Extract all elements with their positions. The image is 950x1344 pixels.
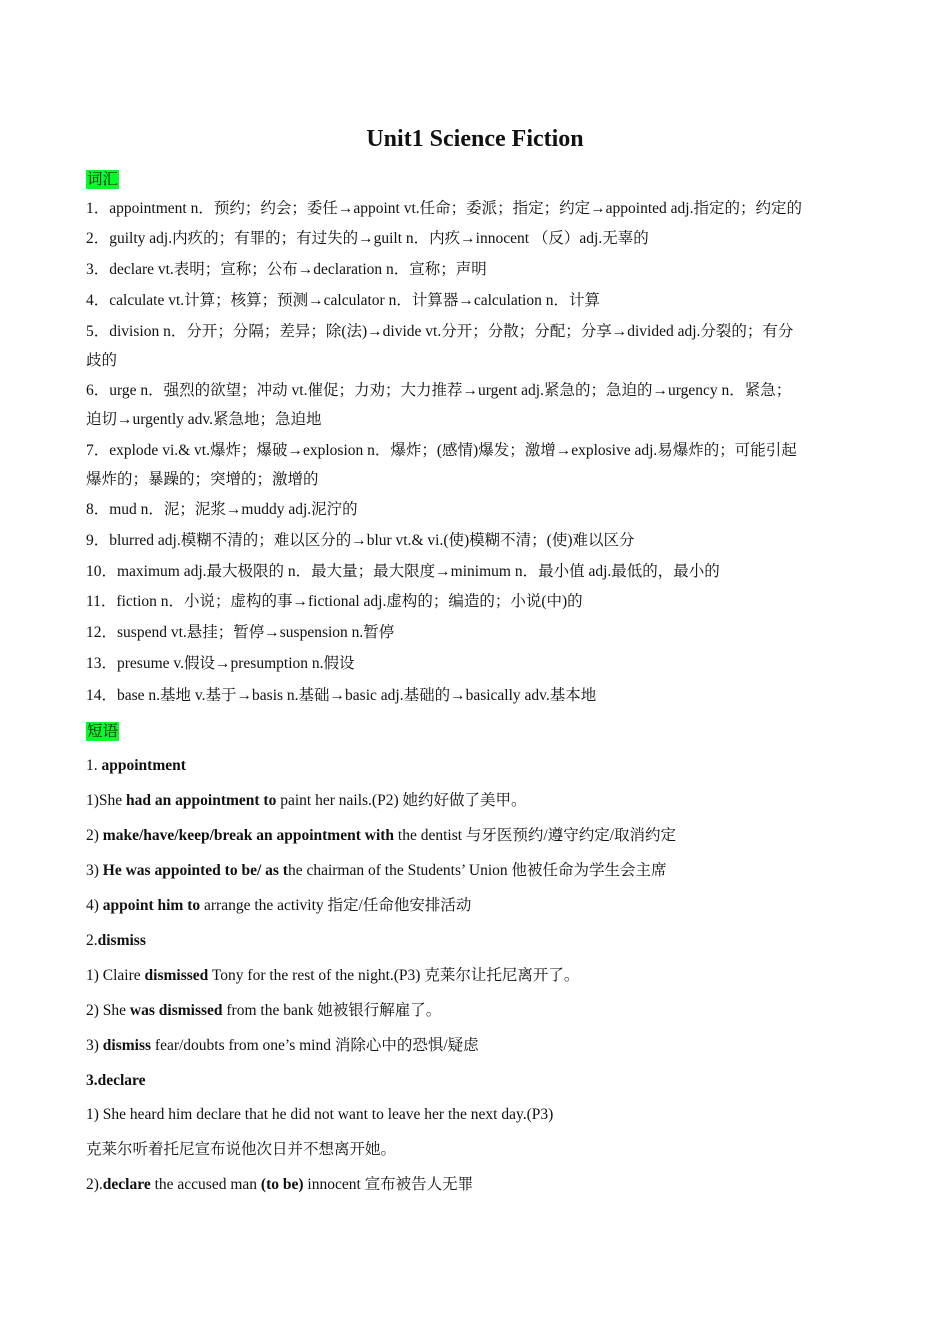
vocab-item-4: 4．calculate vt.计算；核算；预测→calculator n．计算器→calculation n．计算 (86, 292, 600, 309)
vocab-item-6-cont: 迫切→urgently adv.紧急地；急迫地 (86, 411, 322, 428)
phrase-heading-dismiss: 2.dismiss (86, 932, 146, 949)
phrase-example: 2) She was dismissed from the bank 她被银行解雇了。 (86, 1002, 442, 1019)
vocab-item-14: 14．base n.基地 v.基于→basis n.基础→basic adj.基础的→basically adv.基本地 (86, 687, 597, 704)
vocab-item-12: 12．suspend vt.悬挂；暂停→suspension n.暂停 (86, 624, 395, 641)
phrase-example: 1) Claire dismissed Tony for the rest of the night.(P3) 克莱尔让托尼离开了。 (86, 967, 580, 984)
phrase-example: 2).declare the accused man (to be) innocent 宣布被告人无罪 (86, 1176, 474, 1193)
vocab-item-1: 1．appointment n．预约；约会；委任→appoint vt.任命；委派；指定；约定→appointed adj.指定的；约定的 (86, 200, 802, 217)
vocab-item-13: 13．presume v.假设→presumption n.假设 (86, 655, 355, 672)
vocab-item-5-cont: 歧的 (86, 352, 118, 369)
phrase-heading-declare: 3.declare (86, 1072, 146, 1089)
vocab-item-2: 2．guilty adj.内疚的；有罪的；有过失的→guilt n．内疚→innocent （反）adj.无辜的 (86, 230, 649, 247)
vocab-item-6: 6．urge n．强烈的欲望；冲动 vt.催促；力劝；大力推荐→urgent adj.紧急的；急迫的→urgency n．紧急； (86, 382, 792, 399)
vocab-item-7-cont: 爆炸的；暴躁的；突增的；激增的 (86, 471, 319, 488)
section-label-phrases: 短语 (87, 723, 119, 740)
vocab-item-11: 11．fiction n．小说；虚构的事→fictional adj.虚构的；编造的；小说(中)的 (86, 593, 583, 610)
phrase-example: 1) She heard him declare that he did not want to leave her the next day.(P3) (86, 1106, 554, 1123)
vocab-item-9: 9．blurred adj.模糊不清的；难以区分的→blur vt.& vi.(使)模糊不清；(使)难以区分 (86, 532, 635, 549)
phrase-heading-appointment: 1. appointment (86, 757, 186, 774)
phrase-example-translation: 克莱尔听着托尼宣布说他次日并不想离开她。 (86, 1141, 397, 1158)
page-title: Unit1 Science Fiction (366, 126, 584, 152)
phrase-example: 3) He was appointed to be/ as the chairman of the Students’ Union 他被任命为学生会主席 (86, 862, 667, 879)
phrase-example: 3) dismiss fear/doubts from one’s mind 消除心中的恐惧/疑虑 (86, 1037, 479, 1054)
vocab-item-5: 5．division n．分开；分隔；差异；除(法)→divide vt.分开；分散；分配；分享→divided adj.分裂的；有分 (86, 323, 794, 340)
vocab-item-10: 10．maximum adj.最大极限的 n．最大量；最大限度→minimum n．最小值 adj.最低的，最小的 (86, 563, 720, 580)
phrase-example: 2) make/have/keep/break an appointment with the dentist 与牙医预约/遵守约定/取消约定 (86, 827, 677, 844)
vocab-item-7: 7．explode vi.& vt.爆炸；爆破→explosion n．爆炸；(感情)爆发；激增→explosive adj.易爆炸的；可能引起 (86, 442, 797, 459)
phrase-example: 4) appoint him to arrange the activity 指定/任命他安排活动 (86, 897, 472, 914)
phrase-example: 1)She had an appointment to paint her nails.(P2) 她约好做了美甲。 (86, 792, 527, 809)
vocab-item-3: 3．declare vt.表明；宣称；公布→declaration n．宣称；声明 (86, 261, 487, 278)
section-label-vocabulary: 词汇 (87, 171, 119, 188)
vocab-item-8: 8．mud n．泥；泥浆→muddy adj.泥泞的 (86, 501, 358, 518)
